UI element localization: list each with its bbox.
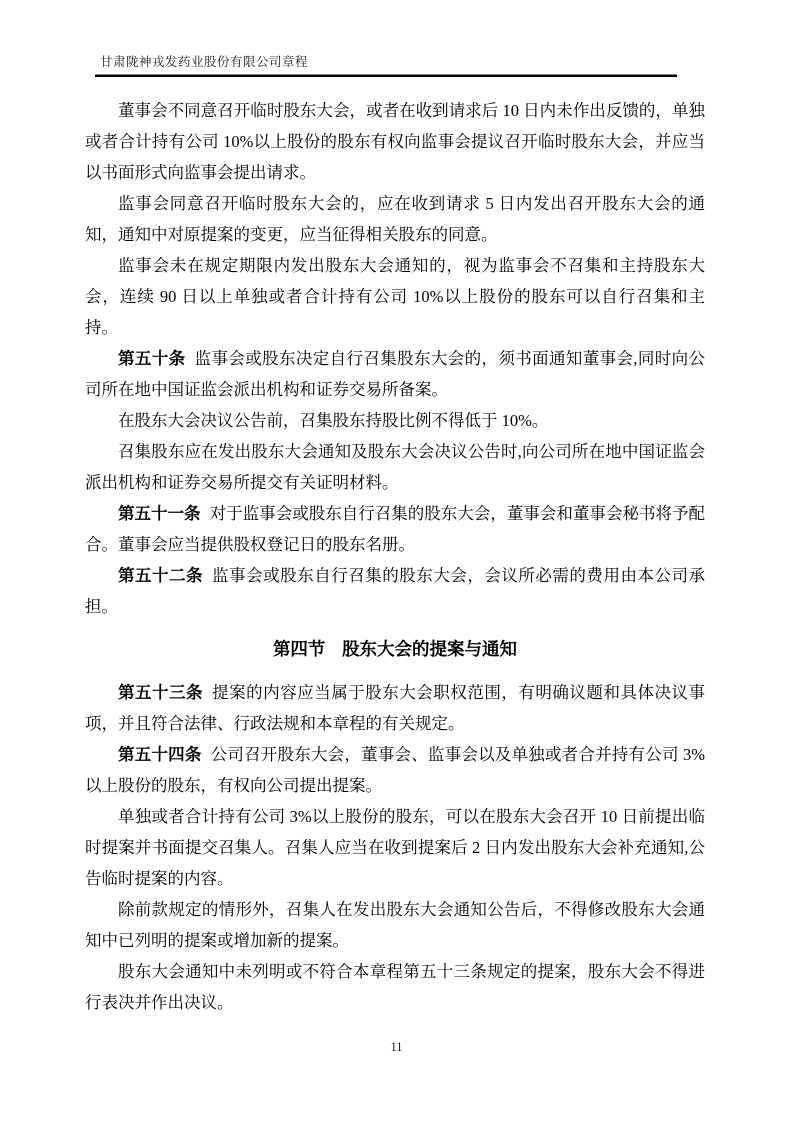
paragraph xyxy=(85,405,705,436)
paragraph xyxy=(85,95,705,188)
paragraph xyxy=(85,250,705,343)
header-rule xyxy=(95,74,677,77)
paragraph-text: 召集股东应在发出股东大会通知及股东大会决议公告时,向公司所在地中国证监会派出机构和证券交易所提交有关证明材料。 xyxy=(85,442,705,492)
article-number: 第五十四条 xyxy=(118,745,202,764)
article-paragraph xyxy=(85,739,705,801)
article-number: 第五十二条 xyxy=(118,566,204,585)
article-number: 第五十条 xyxy=(118,349,186,368)
section-number: 第四节 xyxy=(272,639,326,659)
paragraph-text: 监事会或股东自行召集的股东大会，会议所必需的费用由本公司承担。 xyxy=(85,566,706,616)
paragraph-text: 股东大会的提案与通知 xyxy=(342,639,518,659)
header-title: 甘肃陇神戎发药业股份有限公司章程 xyxy=(100,55,309,69)
paragraph-text: 对于监事会或股东自行召集的股东大会，董事会和董事会秘书将予配合。董事会应当提供股权登记日的股东名册。 xyxy=(85,504,706,554)
paragraph xyxy=(85,801,705,894)
paragraph-text: 监事会或股东决定自行召集股东大会的，须书面通知董事会,同时向公司所在地中国证监会派出机构和证券交易所备案。 xyxy=(85,349,706,399)
document-body xyxy=(85,95,705,1018)
paragraph-text: 股东大会通知中未列明或不符合本章程第五十三条规定的提案，股东大会不得进行表决并作出决议。 xyxy=(85,962,705,1012)
paragraph xyxy=(85,894,705,956)
article-number: 第五十三条 xyxy=(118,683,204,702)
paragraph xyxy=(85,188,705,250)
article-number: 第五十一条 xyxy=(118,504,201,523)
section-heading xyxy=(85,634,705,665)
article-paragraph xyxy=(85,560,705,622)
paragraph-text: 单独或者合计持有公司 3%以上股份的股东，可以在股东大会召开 10 日前提出临时提案并书面提交召集人。召集人应当在收到提案后 2 日内发出股东大会补充通知,公告临时提案的内容。 xyxy=(85,807,705,888)
paragraph-text: 提案的内容应当属于股东大会职权范围，有明确议题和具体决议事项，并且符合法律、行政法规和本章程的有关规定。 xyxy=(85,683,706,733)
page-footer xyxy=(0,1038,793,1056)
page-header xyxy=(95,54,677,77)
paragraph xyxy=(85,956,705,1018)
paragraph-text: 公司召开股东大会，董事会、监事会以及单独或者合并持有公司 3%以上股份的股东，有权向公司提出提案。 xyxy=(85,745,705,795)
article-paragraph xyxy=(85,343,705,405)
paragraph-text: 董事会不同意召开临时股东大会，或者在收到请求后 10 日内未作出反馈的，单独或者合计持有公司 10%以上股份的股东有权向监事会提议召开临时股东大会，并应当以书面形式向监事会提出请求。 xyxy=(85,101,705,182)
paragraph-text: 除前款规定的情形外，召集人在发出股东大会通知公告后，不得修改股东大会通知中已列明的提案或增加新的提案。 xyxy=(85,900,705,950)
article-paragraph xyxy=(85,498,705,560)
page-number: 11 xyxy=(390,1040,403,1054)
paragraph xyxy=(85,436,705,498)
paragraph-text: 监事会未在规定期限内发出股东大会通知的，视为监事会不召集和主持股东大会，连续 90 日以上单独或者合计持有公司 10%以上股份的股东可以自行召集和主持。 xyxy=(85,256,705,337)
paragraph-text: 监事会同意召开临时股东大会的，应在收到请求 5 日内发出召开股东大会的通知，通知中对原提案的变更，应当征得相关股东的同意。 xyxy=(85,194,705,244)
paragraph-text: 在股东大会决议公告前，召集股东持股比例不得低于 10%。 xyxy=(118,411,549,430)
article-paragraph xyxy=(85,677,705,739)
